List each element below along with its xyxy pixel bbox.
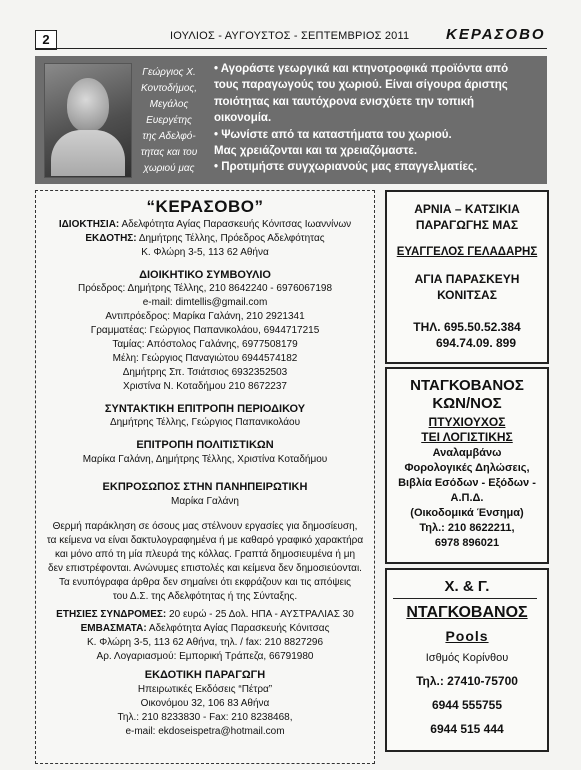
notice-line: του Δ.Σ. της Αδελφότητας ή της Σύνταξης. — [112, 591, 298, 602]
editorial-title: ΣΥΝΤΑΚΤΙΚΗ ΕΠΙΤΡΟΠΗ ΠΕΡΙΟΔΙΚΟΥ — [104, 403, 306, 415]
remittance-address: Κ. Φλώρη 3-5, 113 62 Αθήνα, τηλ. / fax: 210 8827296 — [86, 637, 323, 648]
publisher-line — [36, 233, 374, 244]
caption-line: Ευεργέτης — [146, 115, 192, 126]
subscriptions-label: ΕΤΗΣΙΕΣ ΣΥΝΔΡΟΜΕΣ: — [56, 609, 167, 620]
ad-accountant-degree: ΠΤΥΧΙΟΥΧΟΣ — [428, 415, 506, 429]
portrait-photo — [44, 63, 132, 178]
ad-lambs — [385, 190, 549, 364]
board-line: Δημήτρης Σπ. Τσιάτσιος 6932352503 — [122, 367, 288, 378]
board-line: Αντιπρόεδρος: Μαρίκα Γαλάνη, 210 2921341 — [105, 311, 305, 322]
board-title: ΔΙΟΙΚΗΤΙΚΟ ΣΥΜΒΟΥΛΙΟ — [139, 269, 271, 281]
promo-line: τους παραγωγούς του χωριού. Είναι σίγουρα άριστης — [214, 79, 508, 92]
remittance-line — [36, 623, 374, 634]
cultural-members: Μαρίκα Γαλάνη, Δημήτρης Τέλλης, Χριστίνα Κοταδήμου — [82, 454, 328, 465]
board-line: Χριστίνα Ν. Κοταδήμου 210 8672237 — [123, 381, 287, 392]
ad-lambs-village: ΑΓΙΑ ΠΑΡΑΣΚΕΥΗ — [414, 272, 520, 286]
promo-line: ποιότητας και ταυτόχρονα ενισχύετε την τοπική — [214, 95, 475, 108]
photo-caption — [134, 65, 204, 177]
ad-pools-mobile1: 6944 555755 — [431, 698, 503, 712]
production-line: Ηπειρωτικές Εκδόσεις “Πέτρα” — [137, 684, 273, 695]
board-line: Ταμίας: Απόστολος Γαλάνης, 6977508179 — [112, 339, 298, 350]
ad-accountant-line: Βιβλία Εσόδων - Εξόδων - — [398, 477, 536, 489]
ad-accountant-surname: ΝΤΑΓΚΟΒΑΝΟΣ — [410, 377, 524, 394]
publisher-value: Δημήτρης Τέλλης, Πρόεδρος Αδελφότητας — [138, 233, 325, 244]
promo-line: • Αγοράστε γεωργικά και κτηνοτροφικά προϊόντα από — [214, 63, 509, 75]
board-line: Πρόεδρος: Δημήτρης Τέλλης, 210 8642240 - 6976067198 — [77, 283, 333, 294]
representative-name: Μαρίκα Γαλάνη — [171, 496, 239, 507]
ad-lambs-subtitle: ΠΑΡΑΓΩΓΗΣ ΜΑΣ — [415, 218, 519, 232]
promo-line: οικονομία. — [214, 112, 272, 125]
board-line: Γραμματέας: Γεώργιος Παπανικολάου, 6944717215 — [90, 325, 320, 336]
ad-pools-initials: Χ. & Γ. — [444, 578, 490, 595]
board-line: Μέλη: Γεώργιος Παναγιώτου 6944574182 — [112, 353, 298, 364]
ad-accountant-line: Φορολογικές Δηλώσεις, — [404, 462, 530, 474]
promo-line: • Προτιμήστε συγχωριανούς μας επαγγελματίες. — [214, 161, 478, 174]
masthead-address: Κ. Φλώρη 3-5, 113 62 Αθήνα — [141, 247, 269, 258]
ad-pools-brand: Pools — [445, 628, 489, 644]
ad-lambs-phone2: 694.74.09. 899 — [435, 336, 517, 350]
subscriptions-value: 20 ευρώ - 25 Δολ. ΗΠΑ - ΑΥΣΤΡΑΛΙΑΣ 30 — [169, 609, 354, 620]
notice-line: τα κείμενα να είναι δακτυλογραφημένα ή με καθαρό γραφικό χαρακτήρα — [46, 535, 364, 546]
caption-line: Γεώργιος Χ. — [142, 67, 196, 78]
ad-accountant-line: Α.Π.Δ. — [450, 492, 484, 504]
ad-accountant — [385, 367, 549, 564]
cultural-title: ΕΠΙΤΡΟΠΗ ΠΟΛΙΤΙΣΤΙΚΩΝ — [136, 439, 274, 451]
bank-account: Αρ. Λογαριασμού: Εμπορική Τράπεζα, 66791980 — [96, 651, 314, 662]
ad-accountant-line: Αναλαμβάνω — [432, 447, 502, 459]
promo-text — [214, 61, 532, 176]
representative-title: ΕΚΠΡΟΣΩΠΟΣ ΣΤΗΝ ΠΑΝΗΠΕΙΡΩΤΙΚΗ — [102, 481, 308, 493]
caption-line: της Αδελφό- — [142, 131, 196, 142]
caption-line: χωριού μας — [143, 163, 195, 174]
ad-pools-phone: Τηλ.: 27410-75700 — [416, 674, 518, 688]
publisher-label: ΕΚΔΟΤΗΣ: — [85, 233, 137, 244]
notice-line: Τα ενυπόγραφα άρθρα δεν σημαίνει ότι εκφράζουν και τις απόψεις — [58, 577, 352, 588]
ad-accountant-mobile: 6978 896021 — [434, 537, 500, 549]
ad-accountant-firstname: ΚΩΝ/ΝΟΣ — [432, 395, 502, 412]
caption-line: τητας και του — [140, 147, 198, 158]
ad-pools — [385, 568, 549, 752]
ad-accountant-line: (Οικοδομικά Ένσημα) — [410, 507, 524, 519]
ad-lambs-region: ΚΟΝΙΤΣΑΣ — [437, 288, 497, 302]
ownership-value: Αδελφότητα Αγίας Παρασκευής Κόνιτσας Ιωαννίνων — [121, 219, 352, 230]
ad-lambs-title: ΑΡΝΙΑ – ΚΑΤΣΙΚΙΑ — [414, 202, 520, 216]
ad-accountant-school: ΤΕΙ ΛΟΓΙΣΤΙΚΗΣ — [421, 430, 513, 444]
notice-line: Θερμή παράκληση σε όσους μας στέλνουν εργασίες για δημοσίευση, — [52, 521, 358, 532]
remittance-value: Αδελφότητα Αγίας Παρασκευής Κόνιτσας — [148, 623, 330, 634]
caption-line: Κοντοδήμος, — [140, 83, 198, 94]
board-line: e-mail: dimtellis@gmail.com — [142, 297, 268, 308]
caption-line: Μεγάλος — [149, 99, 189, 110]
subscriptions-line — [36, 609, 374, 620]
masthead-title: “ΚΕΡΑΣΟΒΟ” — [146, 197, 264, 216]
ad-pools-rule — [393, 598, 537, 599]
notice-line: δεν επιστρέφονται. Ανώνυμες επιστολές και κείμενα δεν δημοσιεύονται. — [48, 563, 362, 574]
ownership-line — [36, 219, 374, 230]
ad-lambs-phone: ΤΗΛ. 695.50.52.384 — [413, 320, 521, 334]
promo-line: • Ψωνίστε από τα καταστήματα του χωριού. — [214, 128, 452, 141]
header-rule — [35, 48, 547, 49]
ad-pools-mobile2: 6944 515 444 — [430, 722, 504, 736]
newspaper-brand: ΚΕΡΑΣΟΒΟ — [446, 26, 546, 43]
issue-date: ΙΟΥΛΙΟΣ - ΑΥΓΟΥΣΤΟΣ - ΣΕΠΤΕΜΒΡΙΟΣ 2011 — [170, 30, 410, 42]
ad-lambs-owner: ΕΥΑΓΓΕΛΟΣ ΓΕΛΑΔΑΡΗΣ — [396, 246, 538, 258]
promo-line: Μας χρειάζονται και τα χρειαζόμαστε. — [214, 145, 418, 158]
ad-pools-location: Ισθμός Κορίνθου — [425, 652, 509, 664]
production-line: e-mail: ekdoseispetra@hotmail.com — [125, 726, 285, 737]
production-line: Οικονόμου 32, 106 83 Αθήνα — [140, 698, 270, 709]
editorial-members: Δημήτρης Τέλλης, Γεώργιος Παπανικολάου — [109, 417, 301, 428]
ad-pools-name: ΝΤΑΓΚΟΒΑΝΟΣ — [406, 604, 528, 621]
page-number: 2 — [35, 30, 57, 50]
production-title: ΕΚΔΟΤΙΚΗ ΠΑΡΑΓΩΓΗ — [144, 669, 266, 681]
remittance-label: ΕΜΒΑΣΜΑΤΑ: — [80, 623, 147, 634]
ad-accountant-phone: Τηλ.: 210 8622211, — [419, 522, 515, 534]
ownership-label: ΙΔΙΟΚΤΗΣΙΑ: — [58, 219, 120, 230]
production-line: Τηλ.: 210 8233830 - Fax: 210 8238468, — [117, 712, 293, 723]
notice-line: και μόνο από τη μία πλευρά της κόλλας. Γραπτά δημοσιευμένα ή μη — [54, 549, 356, 560]
masthead-box — [35, 190, 375, 764]
